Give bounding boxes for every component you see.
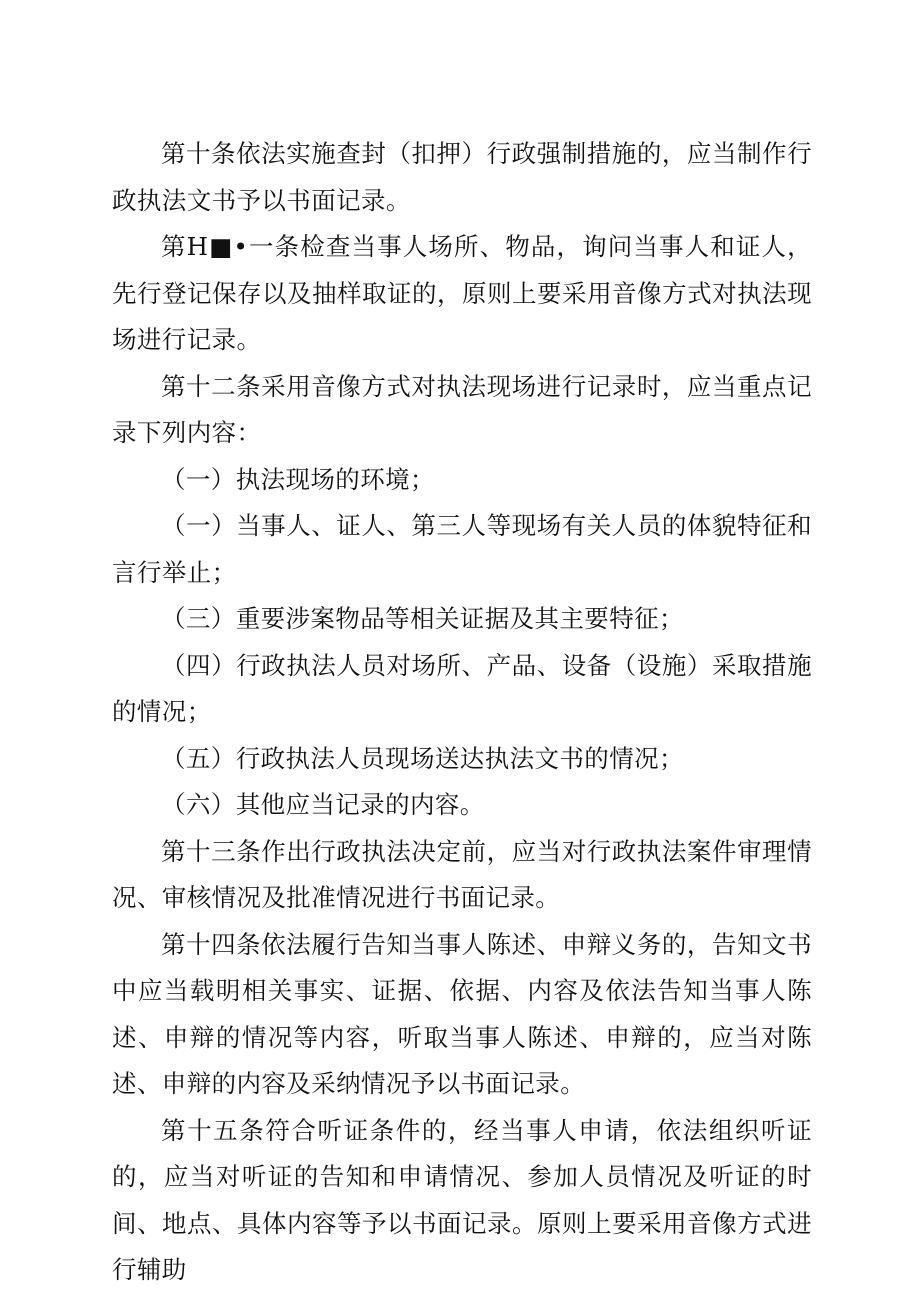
document-body [112,131,812,1294]
article-12-paragraph: 第十二条采用音像方式对执法现场进行记录时，应当重点记录下列内容： [112,371,812,447]
article-13-paragraph: 第十三条作出行政执法决定前，应当对行政执法案件审理情况、审核情况及批准情况进行书面记录。 [112,836,812,912]
article-14-paragraph: 第十四条依法履行告知当事人陈述、申辩义务的，告知文书中应当载明相关事实、证据、依据、内容及依法告知当事人陈述、申辩的情况等内容，听取当事人陈述、申辩的，应当对陈述、申辩的内容及采纳情况予以书面记录。 [112,929,812,1098]
list-item-service: （五）行政执法人员现场送达执法文书的情况； [161,743,684,773]
list-item-evidence: （三）重要涉案物品等相关证据及其主要特征； [161,604,684,633]
article-10-paragraph: 第十条依法实施查封（扣押）行政强制措施的，应当制作行政执法文书予以书面记录。 [112,139,812,215]
list-item-measures: （四）行政执法人员对场所、产品、设备（设施）采取措施的情况； [112,650,812,726]
article-11-paragraph: 第H■•一条检查当事人场所、物品，询问当事人和证人，先行登记保存以及抽样取证的，原则上要采用音像方式对执法现场进行记录。 [112,232,812,354]
article-15-paragraph: 第十五条符合听证条件的，经当事人申请，依法组织听证的，应当对听证的告知和申请情况、参加人员情况及听证的时间、地点、具体内容等予以书面记录。原则上要采用音像方式进行辅助 [112,1115,812,1284]
list-item-persons: （一）当事人、证人、第三人等现场有关人员的体貌特征和言行举止； [112,511,812,587]
list-item-other: （六）其他应当记录的内容。 [161,790,485,819]
list-item-environment: （一）执法现场的环境； [161,464,435,494]
